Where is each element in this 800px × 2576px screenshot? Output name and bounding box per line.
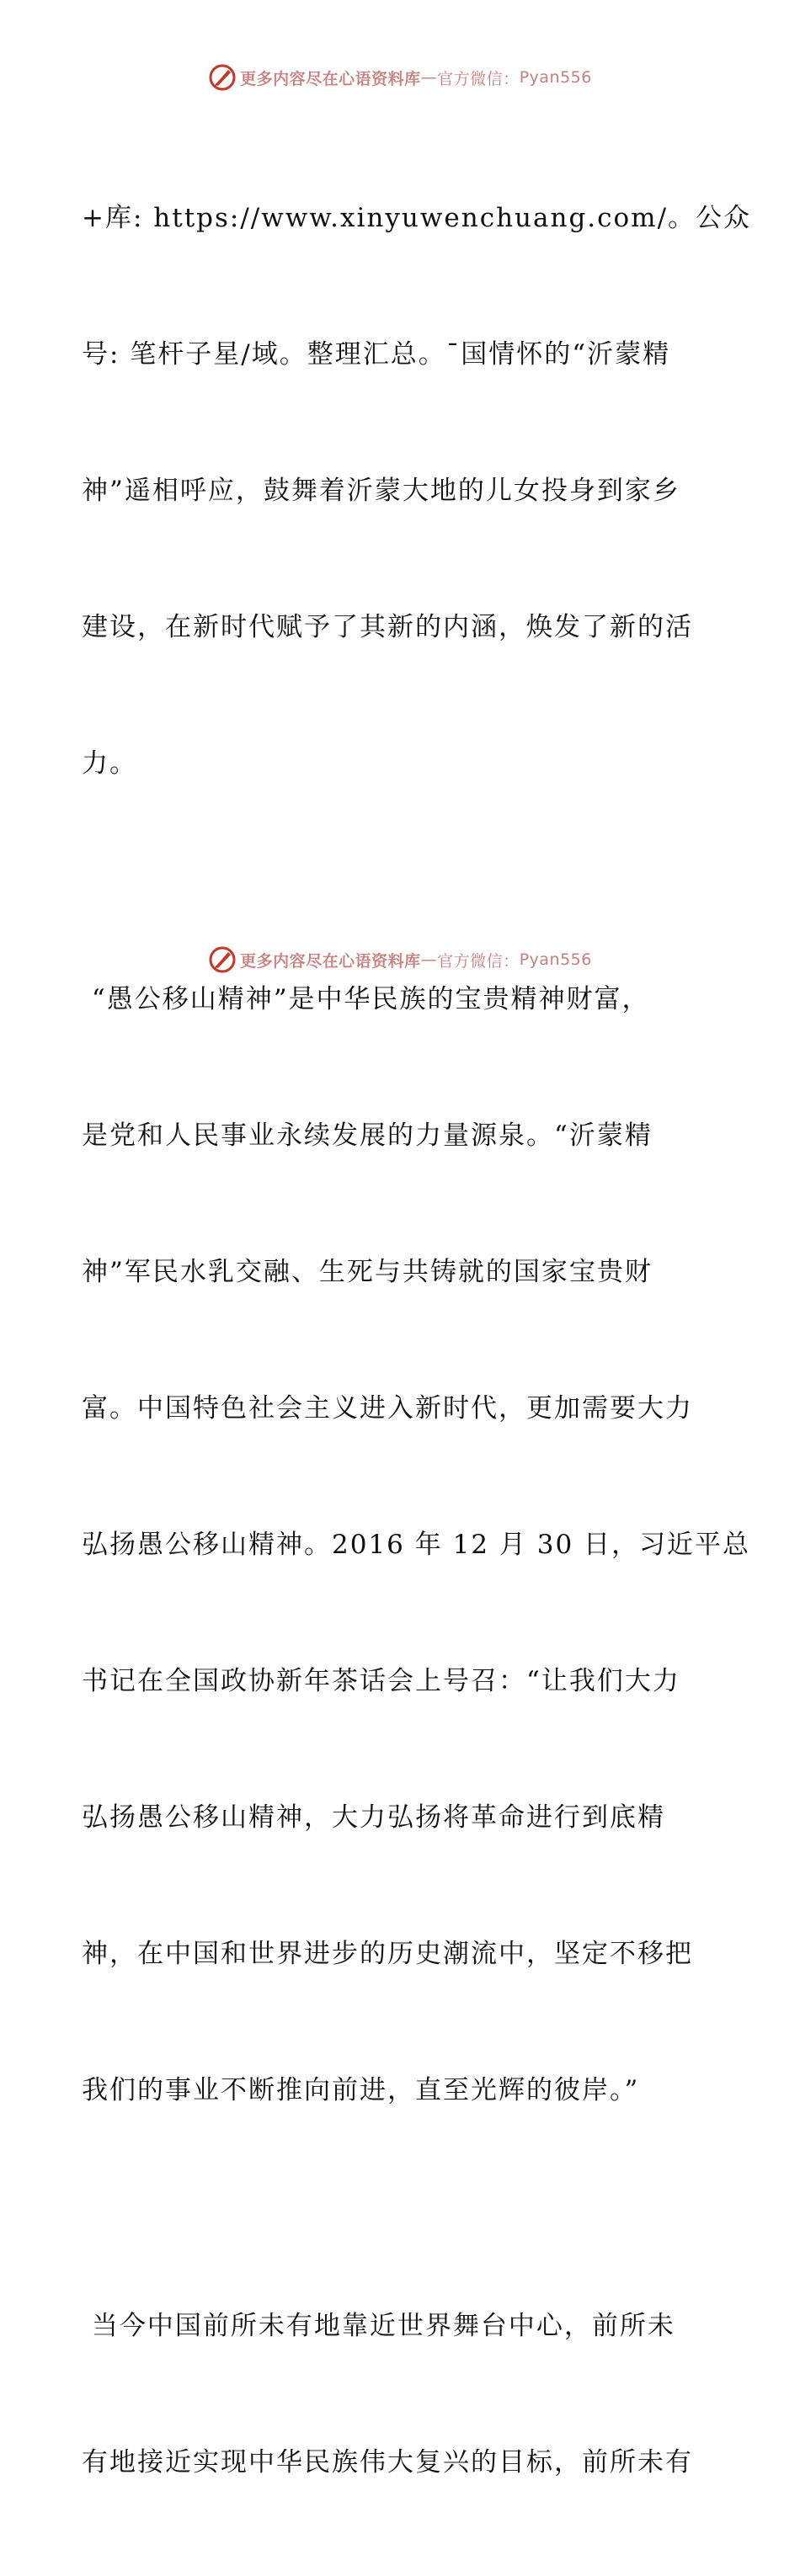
watermark-label: 官方微信： [437,69,520,88]
watermark-account: Pyan556 [519,68,592,87]
text-line: 有地接近实现中华民族伟大复兴的目标，前所未有 [82,2447,693,2478]
footer-watermark [0,943,800,977]
watermark-account: Pyan556 [519,950,592,969]
text-line: 当今中国前所未有地靠近世界舞台中心，前所未 [82,2311,675,2341]
watermark-main-text: 更多内容尽在心语资料库 [240,69,421,88]
text-line: 富。中国特色社会主义进入新时代，更加需要大力 [82,1393,693,1424]
text-line: “愚公移山精神”是中华民族的宝贵精神财富， [82,984,650,1014]
watermark-separator: — [420,950,438,969]
header-watermark [0,61,800,94]
text-line: 神，在中国和世界进步的历史潮流中，坚定不移把 [82,1939,693,1969]
text-line: +库: https://www.xinyuwenchuang.com/。公众 [82,203,752,233]
paragraph-2 [82,886,751,2204]
watermark-separator: — [420,68,438,87]
text-line: 建设，在新时代赋予了其新的内涵，焕发了新的活 [82,612,693,642]
document-body [82,104,752,2576]
text-line: 是党和人民事业永续发展的力量源泉。“沂蒙精 [82,1120,653,1151]
text-line: 书记在全国政协新年茶话会上号召：“让我们大力 [82,1666,680,1696]
paragraph-3 [82,2212,722,2576]
quill-logo-icon [208,945,237,974]
paragraph-1 [82,104,752,877]
watermark-main-text: 更多内容尽在心语资料库 [240,951,421,971]
text-line: 弘扬愚公移山精神。2016 年 12 月 30 日，习近平总 [82,1530,751,1560]
text-line: 力。 [82,748,137,779]
text-line: 号: 笔杆子星/域。整理汇总。¯国情怀的“沂蒙精 [82,339,671,370]
text-line: 神”军民水乳交融、生死与共铸就的国家宝贵财 [82,1257,653,1287]
watermark-label: 官方微信： [437,951,520,971]
quill-logo-icon [208,63,237,92]
text-line: 神”遥相呼应，鼓舞着沂蒙大地的儿女投身到家乡 [82,476,680,506]
text-line: 弘扬愚公移山精神，大力弘扬将革命进行到底精 [82,1802,665,1833]
text-line: 我们的事业不断推向前进，直至光辉的彼岸。” [82,2075,640,2105]
